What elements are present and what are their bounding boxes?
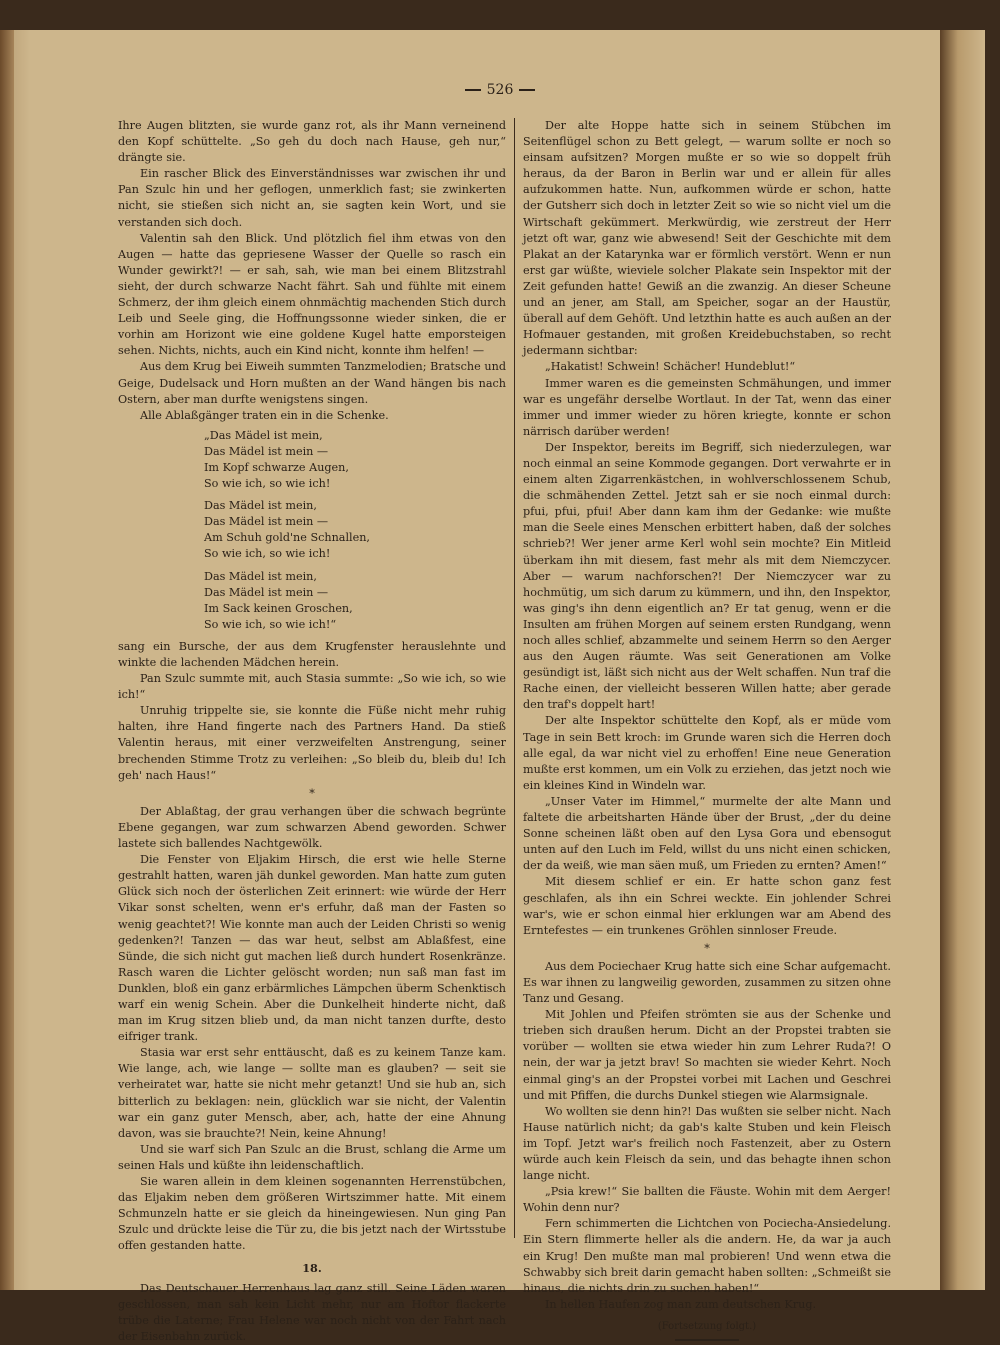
verse-line: Im Sack keinen Groschen,	[204, 601, 353, 615]
verse-line: So wie ich, so wie ich!“	[204, 617, 337, 631]
paragraph: Immer waren es die gemeinsten Schmähungen, und immer war es ungefähr derselbe Wortlaut. In der Tat, wenn das einer immer und immer wieder zu hören kriegte, konnte er schon närrisch darüber werden!	[523, 376, 891, 438]
paragraph: Ihre Augen blitzten, sie wurde ganz rot, als ihr Mann verneinend den Kopf schüttelte. „So geh du doch nach Hause, geh nur,“ drängte sie.	[118, 119, 506, 165]
paragraph: „Psia krew!“ Sie ballten die Fäuste. Wohin mit dem Aerger! Wohin denn nur?	[523, 1185, 891, 1215]
page-header	[0, 82, 1000, 98]
end-rule	[675, 1339, 739, 1341]
song-stanza	[204, 428, 506, 492]
header-dash-left	[465, 89, 481, 91]
paragraph: Aus dem Pociechaer Krug hatte sich eine Schar aufgemacht. Es war ihnen zu langweilig geworden, zusammen zu sitzen ohne Tanz und Gesang.	[523, 959, 891, 1006]
verse-line: Das Mädel ist mein —	[204, 515, 329, 529]
paragraph: In hellen Haufen zog man zum deutschen Krug.	[545, 1297, 817, 1311]
paragraph: Pan Szulc summte mit, auch Stasia summte: „So wie ich, so wie ich!“	[118, 672, 506, 702]
paragraph: Aus dem Krug bei Eiweih summten Tanzmelodien; Bratsche und Geige, Dudelsack und Horn mußten an der Wand hängen bis nach Ostern, aber man durfte wenigstens singen.	[118, 360, 506, 406]
section-separator: *	[704, 941, 710, 955]
song-stanza	[204, 498, 506, 562]
song-stanza	[204, 569, 506, 633]
paragraph: Mit diesem schlief er ein. Er hatte schon ganz fest geschlafen, als ihn ein Schrei weckte. Ein johlender Schrei war's, wie er schon einmal hier erklungen war am Abend des Erntefestes — ein trunkenes Gröhlen sinnloser Freude.	[523, 875, 891, 937]
adjacent-page-edge	[940, 30, 985, 1290]
right-column	[523, 118, 891, 1341]
verse-line: Das Mädel ist mein,	[204, 569, 317, 583]
verse-line: So wie ich, so wie ich!	[204, 477, 331, 491]
section-separator: *	[309, 786, 315, 800]
verse-line: „Das Mädel ist mein,	[204, 428, 323, 442]
paragraph: Unruhig trippelte sie, sie konnte die Füße nicht mehr ruhig halten, ihre Hand fingerte nach des Partners Hand. Da stieß Valentin heraus, mit einer verzweifelten Anstrengung, seiner brechenden Stimme Trotz zu verleihen: „So bleib du, bleib du! Ich geh' nach Haus!“	[118, 704, 506, 782]
paragraph: Sie waren allein in dem kleinen sogenannten Herrenstübchen, das Eljakim neben dem größeren Wirtszimmer hatte. Mit einem Schmunzeln hatte er sie gleich da hineingewiesen. Nun ging Pan Szulc und drückte leise die Tür zu, die bis jetzt nach der Wirtsstube offen gestanden hatte.	[118, 1175, 506, 1253]
verse-line: Das Mädel ist mein —	[204, 444, 329, 458]
paragraph: Das Deutschauer Herrenhaus lag ganz still. Seine Läden waren geschlossen, man sah kein Licht mehr, nur am Hoftor flackerte trübe die Laterne; Frau Helene war noch nicht von der Fahrt nach der Eisenbahn zurück.	[118, 1281, 506, 1343]
paragraph: sang ein Bursche, der aus dem Krugfenster herauslehnte und winkte die lachenden Mädchen herein.	[118, 639, 506, 669]
paragraph: Wo wollten sie denn hin?! Das wußten sie selber nicht. Nach Hause natürlich nicht; da gab's kalte Stuben und kein Fleisch im Topf. Jetzt war's freilich noch Fastenzeit, aber zu Ostern würde auch kein Fleisch da sein, und das behagte ihnen schon lange nicht.	[523, 1104, 891, 1183]
paragraph: Und sie warf sich Pan Szulc an die Brust, schlang die Arme um seinen Hals und küßte ihn leidenschaftlich.	[118, 1142, 506, 1172]
left-column	[118, 118, 506, 1345]
song-verse	[204, 428, 506, 633]
verse-line: Am Schuh gold'ne Schnallen,	[204, 531, 370, 545]
verse-line: Das Mädel ist mein —	[204, 585, 329, 599]
continuation-note: (Fortsetzung folgt.)	[657, 1320, 757, 1332]
header-dash-right	[519, 89, 535, 91]
paragraph: Der Ablaßtag, der grau verhangen über die schwach begrünte Ebene gegangen, war zum schwarzen Abend geworden. Schwer lastete sich ballendes Nachtgewölk.	[118, 804, 506, 851]
paragraph: Der alte Inspektor schüttelte den Kopf, als er müde vom Tage in sein Bett kroch: im Grunde waren sich die Herren doch alle egal, da war nicht viel zu erhoffen! Eine neue Generation mußte erst kommen, um ein Volk zu erziehen, das jetzt noch wie ein kleines Kind in Windeln war.	[523, 714, 891, 792]
page-binding	[0, 30, 14, 1290]
paragraph: Fern schimmerten die Lichtchen von Pociecha-Ansiedelung. Ein Stern flimmerte heller als die andern. He, da war ja auch ein Krug! Den mußte man mal probieren! Und wenn etwa die Schwabby sich breit darin gemacht haben sollten: „Schmeißt sie hinaus, die nichts drin zu suchen haben!“	[523, 1217, 891, 1295]
paragraph: „Hakatist! Schwein! Schächer! Hundeblut!“	[545, 360, 796, 374]
verse-line: Im Kopf schwarze Augen,	[204, 460, 349, 474]
paragraph: Ein rascher Blick des Einverständnisses war zwischen ihr und Pan Szulc hin und her geflogen, unmerklich fast; sie zwinkerten nicht, sie stießen sich nicht an, sie sagten kein Wort, und sie verstanden sich doch.	[118, 167, 506, 229]
column-divider	[514, 118, 515, 1238]
paragraph: Stasia war erst sehr enttäuscht, daß es zu keinem Tanze kam. Wie lange, ach, wie lange — sollte man es glauben? — seit sie verheiratet war, hatte sie nicht mehr getanzt! Und sie hub an, sich bitterlich zu beklagen: nein, glücklich war sie nicht, der Valentin war ein ganz guter Mensch, aber, ach, hatte der eine Ahnung davon, was sie brauchte?! Nein, keine Ahnung!	[118, 1046, 506, 1140]
chapter-heading: 18.	[302, 1261, 322, 1276]
verse-line: So wie ich, so wie ich!	[204, 547, 331, 561]
page-number: 526	[486, 82, 514, 98]
verse-line: Das Mädel ist mein,	[204, 499, 317, 513]
paragraph: Valentin sah den Blick. Und plötzlich fiel ihm etwas von den Augen — hatte das gepriesene Wasser der Quelle so rasch ein Wunder gewirkt?! — er sah, sah, wie man bei einem Blitzstrahl sieht, der durch schwarze Nacht fährt. Sah und fühlte mit einem Schmerz, der ihm gleich einem ohnmächtig machenden Stich durch Leib und Seele ging, die Hoffnungssonne wieder sinken, die er vorhin am Horizont wie eine goldene Kugel hatte emporsteigen sehen. Nichts, nichts, auch ein Kind nicht, konnte ihm helfen! —	[118, 231, 506, 358]
paragraph: Der Inspektor, bereits im Begriff, sich niederzulegen, war noch einmal an seine Kommode gegangen. Dort verwahrte er in einem alten Zigarrenkästchen, in wohlverschlossenem Schub, die schmähenden Zettel. Jetzt sah er sie noch einmal durch: pfui, pfui, pfui! Aber dann kam ihm der Gedanke: wie mußte man die Seele eines Menschen erbittert haben, daß der solches schrieb?! Wer jener arme Kerl wohl sein mochte? Ein Mitleid überkam ihn mit diesem, fast mehr als mit dem Niemczycer. Aber — warum nachforschen?! Der Niemczycer war zu hochmütig, um sich darum zu kümmern, und ihn, den Inspektor, was ging's ihn denn eigentlich an? Er tat genug, wenn er die Insulten am frühen Morgen auf seinem ersten Rundgang, wenn noch alles schlief, abzammelte und seinem Herrn so den Aerger aus den Augen räumte. Was seit Generationen am Volke gesündigt ist, läßt sich nicht aus der Welt schaffen. Nun traf die Rache einen, der vielleicht besseren Willen hatte; aber gerade den traf's doppelt hart!	[523, 440, 891, 712]
paragraph: „Unser Vater im Himmel,“ murmelte der alte Mann und faltete die arbeitsharten Hände über der Brust, „der du deine Sonne scheinen läßt oben auf den Lysa Gora und ebensogut unten auf den Luch im Feld, willst du uns nicht einen schicken, der da weiß, wie man säen muß, um Frieden zu ernten? Amen!“	[523, 794, 891, 873]
paragraph: Der alte Hoppe hatte sich in seinem Stübchen im Seitenflügel schon zu Bett gelegt, — warum sollte er noch so einsam aufsitzen? Morgen mußte er so wie so doppelt früh heraus, da der Baron in Berlin war und er allein für alles aufzukommen hatte. Nun, aufkommen würde er schon, hatte der Gutsherr sich doch in letzter Zeit so wie so nicht viel um die Wirtschaft gekümmert. Merkwürdig, wie zerstreut der Herr jetzt oft war, ganz wie abwesend! Seit der Geschichte mit dem Plakat an der Katarynka war er förmlich verstört. Wenn er nun erst gar wüßte, wieviele solcher Plakate sein Inspektor mit der Zeit gefunden hatte! Gewiß an die zwanzig. An dieser Scheune und an jener, am Stall, am Speicher, sogar an der Haustür, überall auf dem Gehöft. Und letzthin hatte es auch außen an der Hofmauer gestanden, mit großen Kreidebuchstaben, so recht jedermann sichtbar:	[523, 119, 891, 358]
paragraph: Mit Johlen und Pfeifen strömten sie aus der Schenke und trieben sich draußen herum. Dicht an der Propstei trabten sie vorüber — wollten sie etwa wieder hin zum Lehrer Ruda?! O nein, der war ja jetzt brav! So machten sie wieder Kehrt. Noch einmal ging's an der Propstei vorbei mit Lachen und Geschrei und mit Pfiffen, die durchs Dunkel stiegen wie Alarmsignale.	[523, 1008, 891, 1102]
paragraph: Alle Ablaßgänger traten ein in die Schenke.	[140, 408, 389, 422]
paragraph: Die Fenster von Eljakim Hirsch, die erst wie helle Sterne gestrahlt hatten, waren jäh dunkel geworden. Man hatte zum guten Glück sich noch der österlichen Zeit erinnert: wie würde der Herr Vikar sonst schelten, wenn er's erfuhr, daß man der Fasten so wenig geachtet?! Wie konnte man auch der Leiden Christi so wenig gedenken?! Tanzen — das war heut, selbst am Ablaßfest, eine Sünde, die sich nicht gut machen ließ durch hundert Rosenkränze. Rasch waren die Lichter gelöscht worden; nun saß man fast im Dunklen, bloß ein ganz erbärmliches Lämpchen überm Schenktisch warf ein wenig Schein. Aber die Dunkelheit hinderte nicht, daß man im Krug sitzen blieb und, da man nicht tanzen durfte, desto eifriger trank.	[118, 853, 506, 1044]
